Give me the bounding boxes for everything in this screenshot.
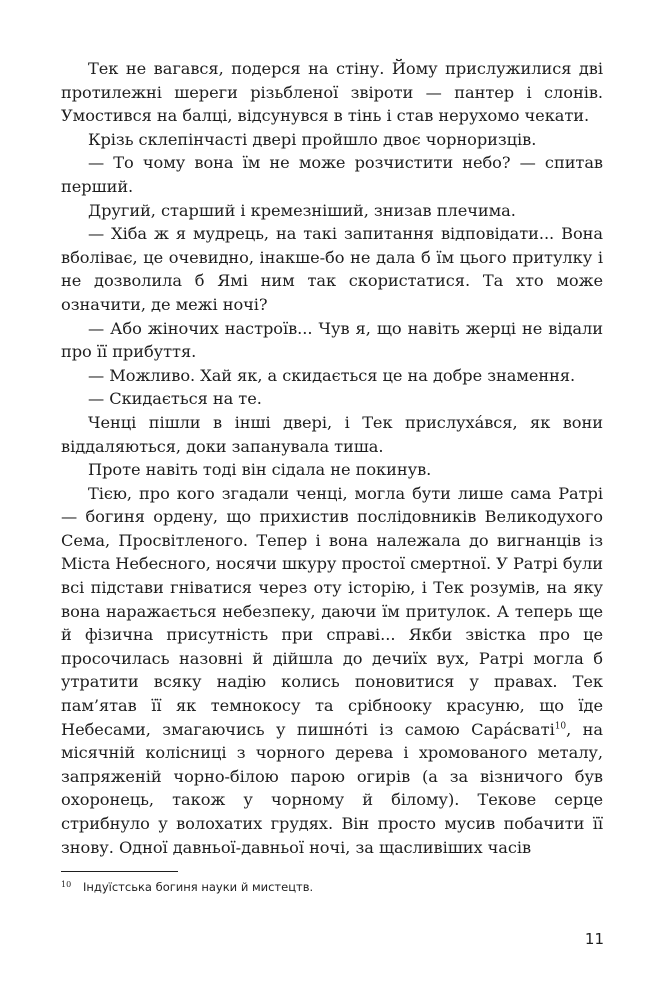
paragraph-8: — Скидається на те.	[88, 389, 262, 409]
paragraph-7: — Можливо. Хай як, а скидається це на добре знамення.	[88, 365, 576, 385]
paragraph-5: — Хіба ж я мудрець, на такі запитання відповідати... Вона вболіває, це очевидно, інакше-бо не дала б їм цього притулку і не дозволила б Ямі ним так скористатися. Та хто може означити, де межі ночі?	[61, 224, 603, 314]
paragraph-11-text: Тією, про кого згадали ченці, могла бути лише сама Ратрі — богиня ордену, що прихистив послідовників Великодухого Сема, Просвітленого. Тепер і вона належала до вигнанців із Міста Небесного, носячи шкуру простої смертної. У Ратрі були всі підстави гніватися через оту історію, і Тек розумів, на яку вона наражається небезпеку, даючи їм притулок. А теперь ще й фізична присутність при справі... Якби звістка про це просочилась назовні й дійшла до дечиїх вух, Ратрі могла б утратити всяку надію колись поновитися у правах. Тек пам’ятав її як темнокосу та срібноoку красуню, що їде Небесами, змагаючись у пишно́ті із самою Сара́сваті	[61, 483, 603, 739]
footnote-text: Індуїстська богиня науки й мистецтв.	[83, 880, 314, 894]
footnote-number: 10	[61, 880, 72, 889]
paragraph-1: Тек не вагався, подерся на стіну. Йому прислужилися дві протилежні шереги різьбленої звіроти — пантер і слонів. Умостився на балці, відсунувся в тінь і став нерухомо чекати.	[61, 59, 603, 126]
paragraph-11-continuation: на місячній колісниці з чорного дерева і хромованого металу, запряженій чорно-білою парою огирів (а за візничого був охоронець, також у чорному й білому). Текове серце стрибнуло у волохатих грудях. Він просто мусив побачити її знову. Одної давньої-давньої ночі, за щасливіших часів	[61, 719, 603, 857]
footnote	[61, 877, 603, 895]
paragraph-9: Ченці пішли в інші двері, і Тек прислуха́вся, як вони віддаляються, доки запанувала тиша.	[61, 412, 603, 456]
paragraph-6: — Або жіночих настроїв... Чув я, що навіть жерці не відали про її прибуття.	[61, 318, 603, 362]
page-body	[61, 57, 603, 859]
footnote-divider	[61, 871, 178, 872]
paragraph-11: Тією, про кого згадали ченці, могла бути лише сама Ратрі — богиня ордену, що прихистив послідовників Великодухого Сема, Просвітленого. Тепер і вона належала до вигнанців із Міста Небесного, носячи шкуру простої смертної. У Ратрі були всі підстави гніватися через оту історію, і Тек розумів, на яку вона наражається небезпеку, даючи їм притулок. А теперь ще й фізична присутність при справі... Якби звістка про це просочилась назовні й дійшла до дечиїх вух, Ратрі могла б утратити всяку надію колись поновитися у правах. Тек пам’ятав її як темнокосу та срібноoку красуню, що їде Небесами, змагаючись у пишно́ті із самою Сара́сваті$^{10}$, на місячній колісниці з чорного дерева і хромованого металу, запряженій чорно-білою парою огирів (а за візничого був охоронець, також у чорному й білому). Текове серце стрибнуло у волохатих грудях. Він просто мусив побачити її знову. Одної давньої-давньої ночі, за щасливіших часів	[61, 483, 603, 857]
paragraph-3: — То чому вона їм не може розчистити небо? — спитав перший.	[61, 153, 603, 196]
footnote-reference[interactable]: 10	[554, 721, 567, 732]
paragraph-4: Другий, старший і кремезніший, знизав плечима.	[88, 200, 516, 220]
paragraph-2: Крізь склепінчасті двері пройшло двоє чорноризців.	[88, 129, 537, 149]
page-number: 11	[584, 930, 604, 948]
paragraph-10: Проте навіть тоді він сідала не покинув.	[88, 460, 432, 480]
